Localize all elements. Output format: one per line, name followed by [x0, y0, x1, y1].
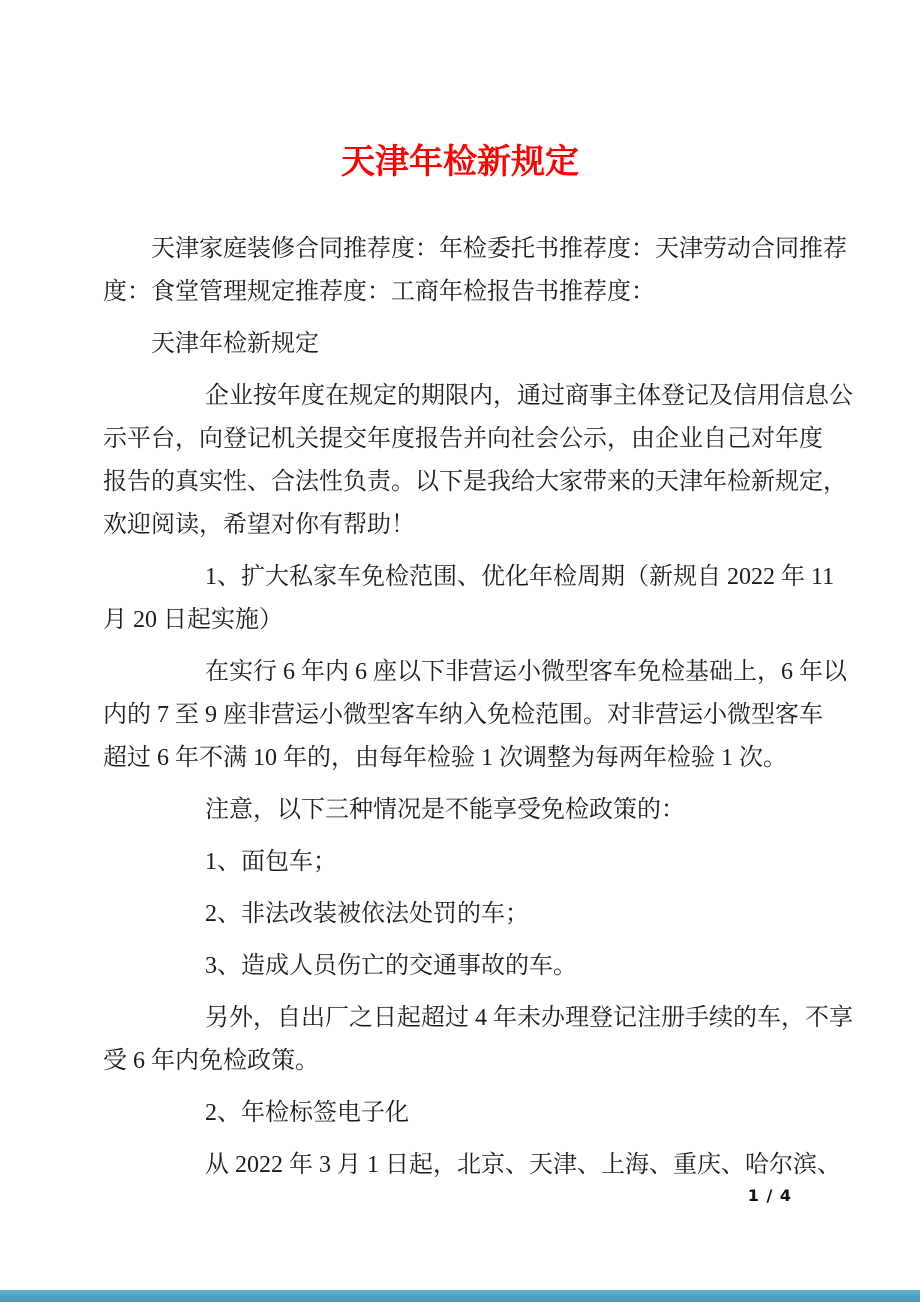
text-line: 2、年检标签电子化 [205, 1100, 409, 1126]
paragraph [103, 945, 823, 988]
paragraph [103, 1092, 823, 1135]
text-line: 度：食堂管理规定推荐度：工商年检报告书推荐度： [103, 279, 655, 305]
page-number-indicator: 1 / 4 [747, 1186, 792, 1205]
document-body [103, 228, 853, 1187]
text-line: 企业按年度在规定的期限内，通过商事主体登记及信用信息公 [205, 383, 853, 409]
text-line: 1、扩大私家车免检范围、优化年检周期（新规自 2022 年 11 [205, 564, 835, 590]
paragraph [103, 228, 847, 314]
paragraph [103, 1144, 841, 1187]
text-line: 天津年检新规定 [151, 331, 319, 357]
text-line: 欢迎阅读，希望对你有帮助！ [103, 512, 415, 538]
paragraph [103, 651, 847, 780]
text-line: 天津家庭装修合同推荐度：年检委托书推荐度：天津劳动合同推荐 [151, 236, 847, 262]
footer-bar [0, 1290, 920, 1302]
text-line: 注意，以下三种情况是不能享受免检政策的： [205, 797, 685, 823]
text-line: 报告的真实性、合法性负责。以下是我给大家带来的天津年检新规定， [103, 469, 847, 495]
text-line: 2、非法改装被依法处罚的车； [205, 901, 529, 927]
paragraph [103, 375, 853, 547]
text-line: 3、造成人员伤亡的交通事故的车。 [205, 953, 577, 979]
paragraph [103, 789, 823, 832]
paragraph [103, 893, 823, 936]
text-line: 月 20 日起实施） [103, 607, 283, 633]
text-line: 在实行 6 年内 6 座以下非营运小微型客车免检基础上，6 年以 [205, 659, 847, 685]
document-title: 天津年检新规定 [341, 144, 579, 181]
paragraph [103, 323, 823, 366]
text-line: 另外，自出厂之日起超过 4 年未办理登记注册手续的车，不享 [205, 1005, 853, 1031]
text-line: 内的 7 至 9 座非营运小微型客车纳入免检范围。对非营运小微型客车 [103, 702, 823, 728]
text-line: 超过 6 年不满 10 年的，由每年检验 1 次调整为每两年检验 1 次。 [103, 745, 787, 771]
text-line: 示平台，向登记机关提交年度报告并向社会公示，由企业自己对年度 [103, 426, 823, 452]
paragraph [103, 556, 835, 642]
text-line: 受 6 年内免检政策。 [103, 1048, 319, 1074]
text-line: 1、面包车； [205, 849, 337, 875]
paragraph [103, 997, 853, 1083]
text-line: 从 2022 年 3 月 1 日起，北京、天津、上海、重庆、哈尔滨、 [205, 1152, 841, 1178]
paragraph [103, 841, 823, 884]
